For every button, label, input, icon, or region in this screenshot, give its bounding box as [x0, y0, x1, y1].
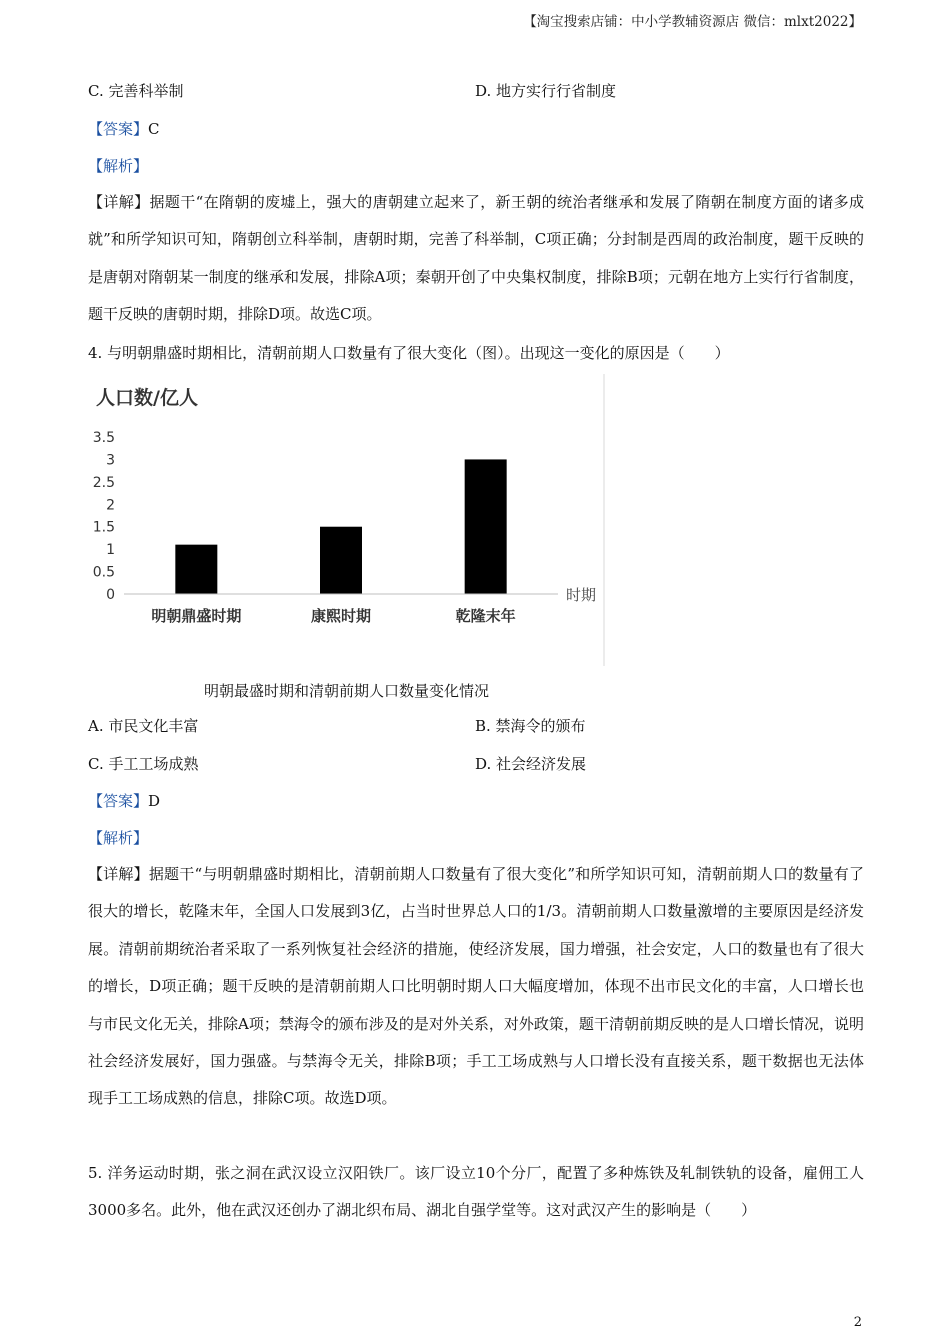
q5-stem: 5. 洋务运动时期，张之洞在武汉设立汉阳铁厂。该厂设立10个分厂，配置了多种炼铁及轧制铁轨的设备，雇佣工人3000多名。此外，他在武汉还创办了湖北织布局、湖北自强学堂等。这对武汉产生的影响是（ ） [88, 1164, 864, 1220]
bar [320, 527, 362, 594]
q3-analysis-tag: 【解析】 [88, 157, 149, 175]
answer-tag: 【答案】 [88, 792, 149, 810]
page-header-watermark: 【淘宝搜索店铺：中小学教辅资源店 微信：mlxt2022】 [523, 14, 862, 30]
q4-option-c: C. 手工工场成熟 [88, 755, 199, 773]
q4-option-d: D. 社会经济发展 [475, 755, 587, 773]
y-tick-label: 1.5 [92, 519, 115, 536]
answer-value: D [148, 792, 161, 810]
q3-detail [88, 184, 864, 334]
x-tick-label: 乾隆末年 [455, 607, 516, 625]
y-tick-label: 1 [106, 542, 115, 559]
q4-option-b: B. 禁海令的颁布 [475, 717, 586, 735]
y-tick-label: 2.5 [92, 474, 115, 491]
chart-caption: 明朝最盛时期和清朝前期人口数量变化情况 [204, 682, 490, 700]
chart-ylabel: 人口数/亿人 [96, 387, 198, 409]
q4-detail [88, 856, 864, 1118]
detail-tag: 【详解】 [88, 193, 150, 211]
q3-option-d: D. 地方实行行省制度 [475, 82, 617, 100]
bar [175, 545, 217, 594]
answer-value: C [148, 120, 160, 138]
x-tick-label: 康熙时期 [310, 607, 372, 625]
answer-tag: 【答案】 [88, 120, 149, 138]
chart-xlabel: 时期 [566, 586, 597, 604]
q4-option-a: A. 市民文化丰富 [88, 717, 199, 735]
q3-option-c: C. 完善科举制 [88, 82, 184, 100]
bar [465, 459, 507, 594]
y-tick-label: 0 [106, 587, 115, 603]
detail-text: 据题干“与明朝鼎盛时期相比，清朝前期人口数量有了很大变化”和所学知识可知，清朝前期人口的数量有了很大的增长，乾隆末年，全国人口发展到3亿，占当时世界总人口的1/3。清朝前期人口数量激增的主要原因是经济发展。清朝前期统治者采取了一系列恢复社会经济的措施，使经济发展，国力增强，社会安定，人口的数量也有了很大的增长，D项正确；题干反映的是清朝前期人口比明朝时期人口大幅度增加，体现不出市民文化的丰富，人口增长也与市民文化无关，排除A项；禁海令的颁布涉及的是对外关系，对外政策，题干清朝前期反映的是人口增长情况，说明社会经济发展好，国力强盛。与禁海令无关，排除B项；手工工场成熟与人口增长没有直接关系，题干数据也无法体现手工工场成熟的信息，排除C项。故选D项。 [88, 865, 864, 1108]
detail-text: 据题干“在隋朝的废墟上，强大的唐朝建立起来了，新王朝的统治者继承和发展了隋朝在制度方面的诸多成就”和所学知识可知，隋朝创立科举制，唐朝时期，完善了科举制，C项正确；分封制是西周的政治制度，题干反映的是唐朝对隋朝某一制度的继承和发展，排除A项；秦朝开创了中央集权制度，排除B项；元朝在地方上实行行省制度，题干反映的唐朝时期，排除D项。故选C项。 [88, 193, 864, 324]
x-tick-label: 明朝鼎盛时期 [151, 607, 242, 625]
chart-svg [88, 372, 608, 668]
q4-answer [88, 790, 160, 811]
q3-answer [88, 118, 160, 139]
y-tick-label: 3.5 [92, 430, 115, 446]
y-tick-label: 2 [106, 497, 115, 514]
population-bar-chart [88, 372, 608, 668]
page-number: 2 [853, 1315, 862, 1330]
y-tick-label: 3 [106, 452, 115, 469]
q4-analysis-tag: 【解析】 [88, 829, 149, 847]
q4-stem: 4. 与明朝鼎盛时期相比，清朝前期人口数量有了很大变化（图）。出现这一变化的原因是（ ） [88, 344, 730, 362]
y-tick-label: 0.5 [92, 564, 115, 581]
detail-tag: 【详解】 [88, 865, 149, 883]
